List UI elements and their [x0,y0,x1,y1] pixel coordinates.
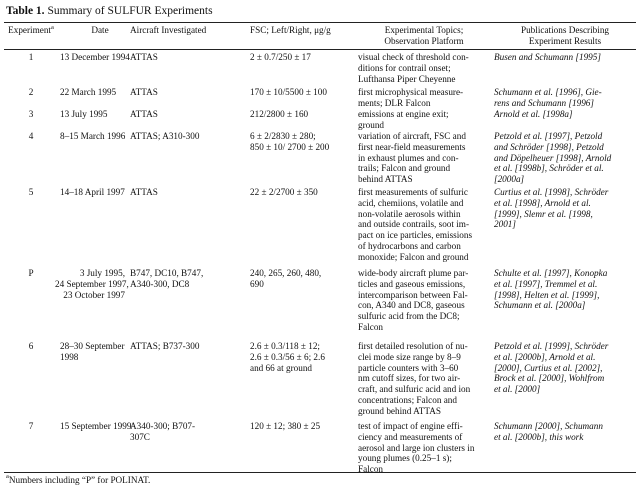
row-5-experiment: 5 [28,187,34,197]
row-3-aircraft: ATTAS [130,109,158,119]
row-2-topics: first microphysical measure- ments; DLR Falcon [358,87,464,108]
caption-label: Table 1. [6,5,45,17]
row-3-publications: Arnold et al. [1998a] [494,109,573,119]
row-6-experiment: 6 [28,341,34,351]
row-3-date: 13 July 1995 [60,109,108,119]
row-p-publications: Schulte et al. [1997], Konopka et al. [1997], Tremmel et al. [1998], Helten et al. [1999], Schumann et al. [2000a] [494,268,608,311]
row-7-experiment: 7 [28,421,34,431]
row-p-topics: wide-body aircraft plume par- ticles and gaseous emissions, intercomparison between Fal- con, A340 and DC8, gaseous sulfuric acid from the DC8; Falcon [358,268,469,332]
header-aircraft: Aircraft Investigated [130,25,207,35]
top-rule [4,22,636,23]
row-2-aircraft: ATTAS [130,87,158,97]
header-topics: Experimental Topics; Observation Platform [384,25,464,46]
row-p-aircraft: B747, DC10, B747, A340-300, DC8 [130,268,204,289]
header-fsc: FSC; Left/Right, μg/g [250,25,331,35]
row-1-topics: visual check of threshold con- ditions for contrail onset; Lufthansa Piper Cheyenne [358,52,469,84]
row-2-date: 22 March 1995 [60,87,117,97]
row-p-date: 3 July 1995, 24 September 1997, 23 October 1997 [55,268,129,300]
row-6-publications: Petzold et al. [1999], Schröder et al. [2000b], Arnold et al. [2000], Curtius et al. [2002], Brock et al. [2000], Wohlfrom et al. [2000] [494,341,609,395]
row-5-publications: Curtius et al. [1998], Schröder et al. [1998], Arnold et al. [1999], Slemr et al. [1998, 2001] [494,187,609,230]
table-footnote: $^a$Numbers including “P” for POLINAT. [6,473,151,485]
row-7-publications: Schumann [2000], Schumann et al. [2000b], this work [494,421,603,442]
row-4-fsc: 6 ± 2/2830 ± 280; 850 ± 10/ 2700 ± 200 [250,131,330,152]
row-3-experiment: 3 [28,109,34,119]
row-1-date: 13 December 1994 [60,52,130,62]
row-p-fsc: 240, 265, 260, 480, 690 [250,268,322,289]
row-4-aircraft: ATTAS; A310-300 [130,131,200,141]
caption-title: Summary of SULFUR Experiments [47,5,213,17]
row-6-date: 28–30 September 1998 [60,341,125,362]
row-3-topics: emissions at engine exit; ground [358,109,449,130]
row-3-fsc: 212/2800 ± 160 [250,109,309,119]
row-6-fsc: 2.6 ± 0.3/118 ± 12; 2.6 ± 0.3/56 ± 6; 2.6 and 66 at ground [250,341,325,373]
row-1-experiment: 1 [28,52,34,62]
header-experiment: Experiment$^a$ [8,24,54,35]
row-7-date: 15 September 1999 [60,421,132,431]
row-7-fsc: 120 ± 12; 380 ± 25 [250,421,321,431]
row-7-aircraft: A340-300; B707- 307C [130,421,196,442]
header-publications: Publications Describing Experiment Results [520,25,610,46]
row-2-experiment: 2 [28,87,34,97]
row-4-publications: Petzold et al. [1997], Petzold and Schröder [1998], Petzold and Döpelheuer [1998], Arnold et al. [1998b], Schröder et al. [2000a] [494,131,612,185]
row-5-topics: first measurements of sulfuric acid, chemiions, volatile and non-volatile aerosols within and outside contrails, soot im- pact on ice particles, emissions of hydrocarbons and carbon monoxide; Falcon and ground [358,187,473,262]
row-1-publications: Busen and Schumann [1995] [494,52,601,62]
header-date: Date [91,25,109,35]
row-1-fsc: 2 ± 0.7/250 ± 17 [250,52,311,62]
row-5-aircraft: ATTAS [130,187,158,197]
row-1-aircraft: ATTAS [130,52,158,62]
row-5-date: 14–18 April 1997 [60,187,125,197]
header-rule [4,49,636,50]
row-7-topics: test of impact of engine effi- ciency and measurements of aerosol and large ion clusters in young plumes (0.25–1 s); Falcon [358,421,475,475]
table-caption [6,5,213,17]
row-2-fsc: 170 ± 10/5500 ± 100 [250,87,327,97]
row-4-experiment: 4 [28,131,34,141]
row-2-publications: Schumann et al. [1996], Gie- rens and Schumann [1996] [494,87,602,108]
row-4-date: 8–15 March 1996 [60,131,126,141]
bottom-rule [4,472,636,473]
row-5-fsc: 22 ± 2/2700 ± 350 [250,187,318,197]
row-p-experiment: P [28,268,34,278]
row-6-aircraft: ATTAS; B737-300 [130,341,200,351]
row-6-topics: first detailed resolution of nu- clei mode size range by 8–9 particle counters with 3–60 nm cutoff sizes, for two air- craft, and sulfuric acid and ion concentrations; Falcon and ground behind ATTAS [358,341,471,416]
row-4-topics: variation of aircraft, FSC and first near-field measurements in exhaust plumes and con- trails; Falcon and ground behind ATTAS [358,131,466,185]
